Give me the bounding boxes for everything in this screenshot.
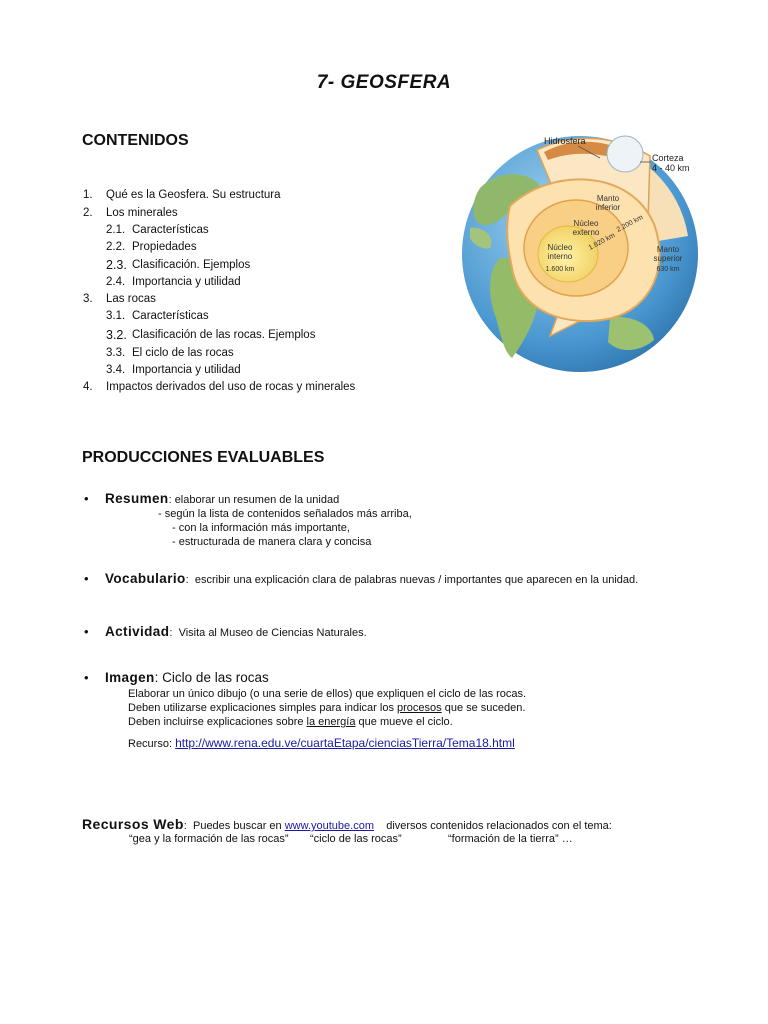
bullet-vocabulario: • bbox=[84, 571, 89, 586]
resumen-line bbox=[105, 491, 339, 506]
label-hidrosfera: Hidrosfera bbox=[544, 136, 586, 146]
vocabulario-desc: escribir una explicación clara de palabras nuevas / importantes que aparecen en la unidad. bbox=[194, 574, 639, 586]
resumen-desc: : elaborar un resumen de la unidad bbox=[168, 494, 340, 506]
recurso-label: Recurso: bbox=[128, 738, 176, 750]
vocabulario-term: Vocabulario bbox=[105, 571, 186, 586]
label-corteza-km: 4 - 40 km bbox=[652, 163, 690, 173]
contenidos-heading: CONTENIDOS bbox=[82, 132, 189, 149]
resumen-sub-3: - estructurada de manera clara y concisa bbox=[172, 536, 372, 548]
actividad-term: Actividad bbox=[105, 624, 170, 639]
earth-structure-diagram bbox=[440, 128, 705, 378]
recursos-term: Recursos Web bbox=[82, 816, 184, 832]
resumen-sub-2: - con la información más importante, bbox=[172, 522, 350, 534]
label-manto-superior-1: Manto bbox=[656, 245, 680, 254]
page-title: 7- GEOSFERA bbox=[316, 72, 452, 93]
bullet-actividad: • bbox=[84, 624, 89, 639]
imagen-line-2: Deben utilizarse explicaciones simples para indicar los procesos que se suceden. bbox=[128, 702, 526, 714]
actividad-desc: Visita al Museo de Ciencias Naturales. bbox=[178, 627, 367, 639]
actividad-line: Actividad: Visita al Museo de Ciencias Naturales. bbox=[105, 624, 367, 639]
recursos-query-1: “gea y la formación de las rocas” bbox=[129, 833, 289, 845]
recurso-link[interactable]: http://www.rena.edu.ve/cuartaEtapa/cienciasTierra/Tema18.html bbox=[175, 736, 515, 750]
producciones-heading: PRODUCCIONES EVALUABLES bbox=[82, 449, 325, 466]
label-manto-inferior-2: inferior bbox=[595, 203, 621, 212]
label-km-2200: 2.200 km bbox=[615, 214, 645, 234]
resumen-sub-1: - según la lista de contenidos señalados más arriba, bbox=[158, 508, 412, 520]
imagen-term: Imagen bbox=[105, 670, 155, 685]
label-manto-superior-2: superior bbox=[653, 254, 683, 263]
label-nucleo-interno-2: interno bbox=[547, 252, 573, 261]
contenidos-list: 1. Qué es la Geosfera. Su estructura 2. Los minerales 2.1. Características 2.2. Propiedades 2.3. Clasificación. Ejemplos 2.4. Importancia y utilidad 3. Las rocas 3.1. Características 3.2. Clasificación de las rocas. Ejemplos 3.3. El ciclo de las rocas 3.4. Importancia y utilidad 4. Impactos derivados del uso de rocas y minerales bbox=[83, 189, 356, 393]
imagen-line-1: Elaborar un único dibujo (o una serie de ellos) que expliquen el ciclo de las rocas. bbox=[128, 688, 527, 700]
label-nucleo-externo-1: Núcleo bbox=[573, 219, 599, 228]
label-km-1820: 1.820 km bbox=[587, 232, 617, 252]
bullet-resumen: • bbox=[84, 491, 89, 506]
label-nucleo-externo-2: externo bbox=[572, 228, 600, 237]
recursos-query-2: “ciclo de las rocas” bbox=[310, 833, 402, 845]
recursos-query-3: “formación de la tierra” … bbox=[448, 833, 573, 845]
label-manto-inferior-1: Manto bbox=[596, 194, 620, 203]
bullet-imagen: • bbox=[84, 670, 89, 685]
recursos-after: diversos contenidos relacionados con el tema: bbox=[386, 820, 612, 832]
label-km-1600: 1.600 km bbox=[545, 266, 575, 273]
label-km-630: 630 km bbox=[656, 266, 680, 273]
imagen-recurso bbox=[128, 736, 515, 750]
corteza-detail-circle bbox=[607, 136, 643, 172]
youtube-link[interactable]: www.youtube.com bbox=[284, 820, 374, 832]
recursos-intro: Puedes buscar en bbox=[192, 820, 285, 832]
vocabulario-line: Vocabulario: escribir una explicación clara de palabras nuevas / importantes que aparecen en la unidad. bbox=[105, 571, 639, 586]
recursos-line: Recursos Web: Puedes buscar en www.youtube.com diversos contenidos relacionados con el tema: bbox=[82, 816, 612, 832]
resumen-term: Resumen bbox=[105, 491, 169, 506]
imagen-line-3: Deben incluirse explicaciones sobre la energía que mueve el ciclo. bbox=[128, 716, 453, 728]
label-corteza: Corteza bbox=[652, 153, 684, 163]
imagen-line bbox=[105, 670, 269, 685]
label-nucleo-interno-1: Núcleo bbox=[547, 243, 573, 252]
imagen-desc: : Ciclo de las rocas bbox=[154, 670, 269, 685]
